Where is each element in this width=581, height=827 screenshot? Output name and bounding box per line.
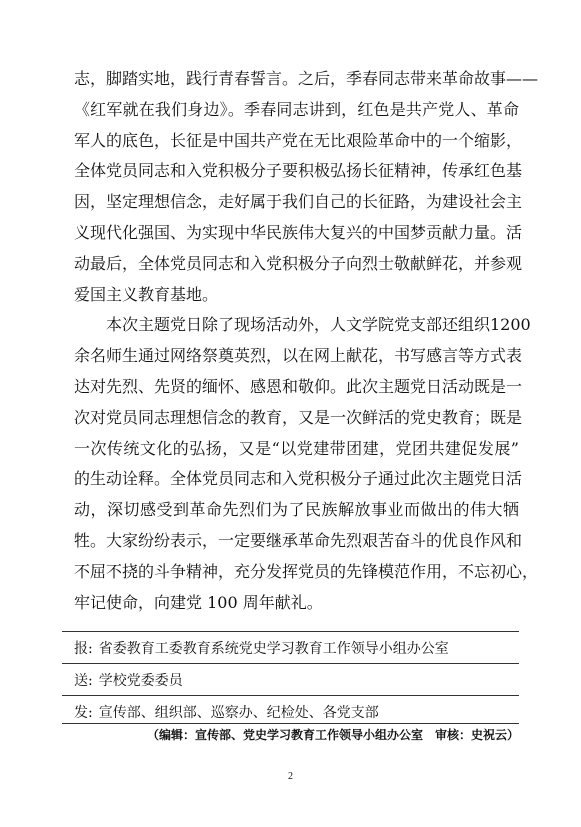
divider xyxy=(62,695,519,696)
text-line: 全体党员同志和入党积极分子要积极弘扬长征精神，传承红色基 xyxy=(74,161,523,181)
text-line: 一次传统文化的弘扬，又是“以党建带团建，党团共建促发展” xyxy=(74,438,519,458)
editor-note: （编辑：宣传部、党史学习教育工作领导小组办公室 审核：史祝云） xyxy=(146,728,519,742)
issue-value: 宣传部、组织部、巡察办、纪检处、各党支部 xyxy=(98,705,379,721)
text-line: 的生动诠释。全体党员同志和入党积极分子通过此次主题党日活 xyxy=(74,469,523,489)
text-line: 动最后，全体党员同志和入党积极分子向烈士敬献鲜花，并参观 xyxy=(74,253,523,273)
text-line: 义现代化强国、为实现中华民族伟大复兴的中国梦贡献力量。活 xyxy=(74,222,523,242)
text-line: 军人的底色，长征是中国共产党在无比艰险革命中的一个缩影， xyxy=(74,130,523,150)
distribution-issue xyxy=(74,702,379,722)
send-label: 送: xyxy=(74,673,93,689)
text-line: 本次主题党日除了现场活动外，人文学院党支部还组织1200 xyxy=(106,315,531,335)
text-line: 次对党员同志理想信念的教育，又是一次鲜活的党史教育；既是 xyxy=(74,407,523,427)
report-label: 报: xyxy=(74,641,93,657)
divider-top xyxy=(62,631,519,632)
send-value: 学校党委委员 xyxy=(98,673,183,689)
page-number: 2 xyxy=(288,771,293,782)
text-line: 余名师生通过网络祭奠英烈，以在网上献花，书写感言等方式表 xyxy=(74,346,523,366)
text-line: 不屈不挠的斗争精神，充分发挥党员的先锋模范作用，不忘初心， xyxy=(74,561,539,581)
text-line: 志，脚踏实地，践行青春誓言。之后，季春同志带来革命故事—— xyxy=(74,69,539,88)
report-value: 省委教育工委教育系统党史学习教育工作领导小组办公室 xyxy=(98,641,449,657)
text-line: 牢记使命，向建党 100 周年献礼。 xyxy=(74,592,323,612)
document-body xyxy=(74,64,539,618)
paragraph-2 xyxy=(74,310,539,618)
text-line: 达对先烈、先贤的缅怀、感恩和敬仰。此次主题党日活动既是一 xyxy=(74,376,523,396)
text-line: 因，坚定理想信念，走好属于我们自己的长征路，为建设社会主 xyxy=(74,192,523,212)
distribution-send xyxy=(74,670,183,690)
text-line: 动，深切感受到革命先烈们为了民族解放事业而做出的伟大牺 xyxy=(74,500,519,520)
paragraph-1 xyxy=(74,64,539,310)
distribution-report xyxy=(74,638,449,658)
text-line: 爱国主义教育基地。 xyxy=(74,284,219,304)
text-line: 《红军就在我们身边》。季春同志讲到，红色是共产党人、革命 xyxy=(74,99,519,119)
divider xyxy=(62,663,519,664)
divider-bottom xyxy=(62,723,519,724)
text-line: 牲。大家纷纷表示，一定要继承革命先烈艰苦奋斗的优良作风和 xyxy=(74,530,523,550)
issue-label: 发: xyxy=(74,705,93,721)
